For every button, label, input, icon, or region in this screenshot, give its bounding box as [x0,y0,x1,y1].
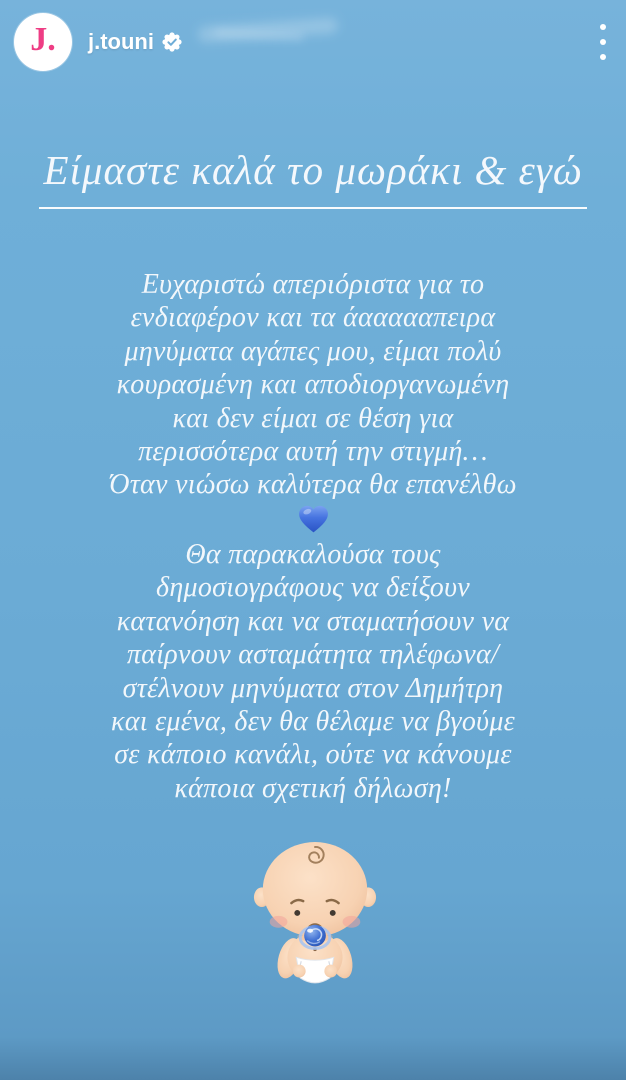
story-paragraph-1 [0,268,626,502]
text-line: Θα παρακαλούσα τους [185,539,441,570]
text-line: και δεν είμαι σε θέση για [172,402,454,434]
story-paragraph-2 [0,538,626,805]
text-line: δημοσιογράφους να δείξουν [156,572,470,604]
text-line: σε κάποιο κανάλι, ούτε να κάνουμε [114,739,512,771]
text-line: παίρνουν ασταμάτητα τηλέφωνα/ [126,639,500,671]
avatar-monogram: J. [30,21,56,58]
verified-badge-icon [162,32,182,52]
text-line: και εμένα, δεν θα θέλαμε να βγούμε [110,706,516,738]
text-line: μηνύματα αγάπες μου, είμαι πολύ [124,335,502,367]
text-line: κατανόηση και να σταματήσουν να [116,605,510,637]
text-line: Ευχαριστώ απεριόριστα για το [141,269,485,300]
avatar[interactable] [14,13,72,71]
kebab-menu-icon[interactable] [596,18,610,66]
username[interactable]: j.touni [88,29,154,54]
text-line: ενδιαφέρον και τα άαααααπειρα [130,302,496,334]
story-title: Είμαστε καλά το μωράκι & εγώ [39,146,586,209]
story-header [0,0,626,76]
text-line: κάποια σχετική δήλωση! [174,772,452,804]
text-line: Όταν νιώσω καλύτερα θα επανέλθω [109,469,517,501]
text-line: κουρασμένη και αποδιοργανωμένη [116,369,510,401]
text-line: στέλνουν μηνύματα στον Δημήτρη [122,672,504,704]
blue-heart-icon [0,501,626,537]
text-line: περισσότερα αυτή την στιγμή… [138,436,488,468]
baby-sticker [250,834,380,988]
